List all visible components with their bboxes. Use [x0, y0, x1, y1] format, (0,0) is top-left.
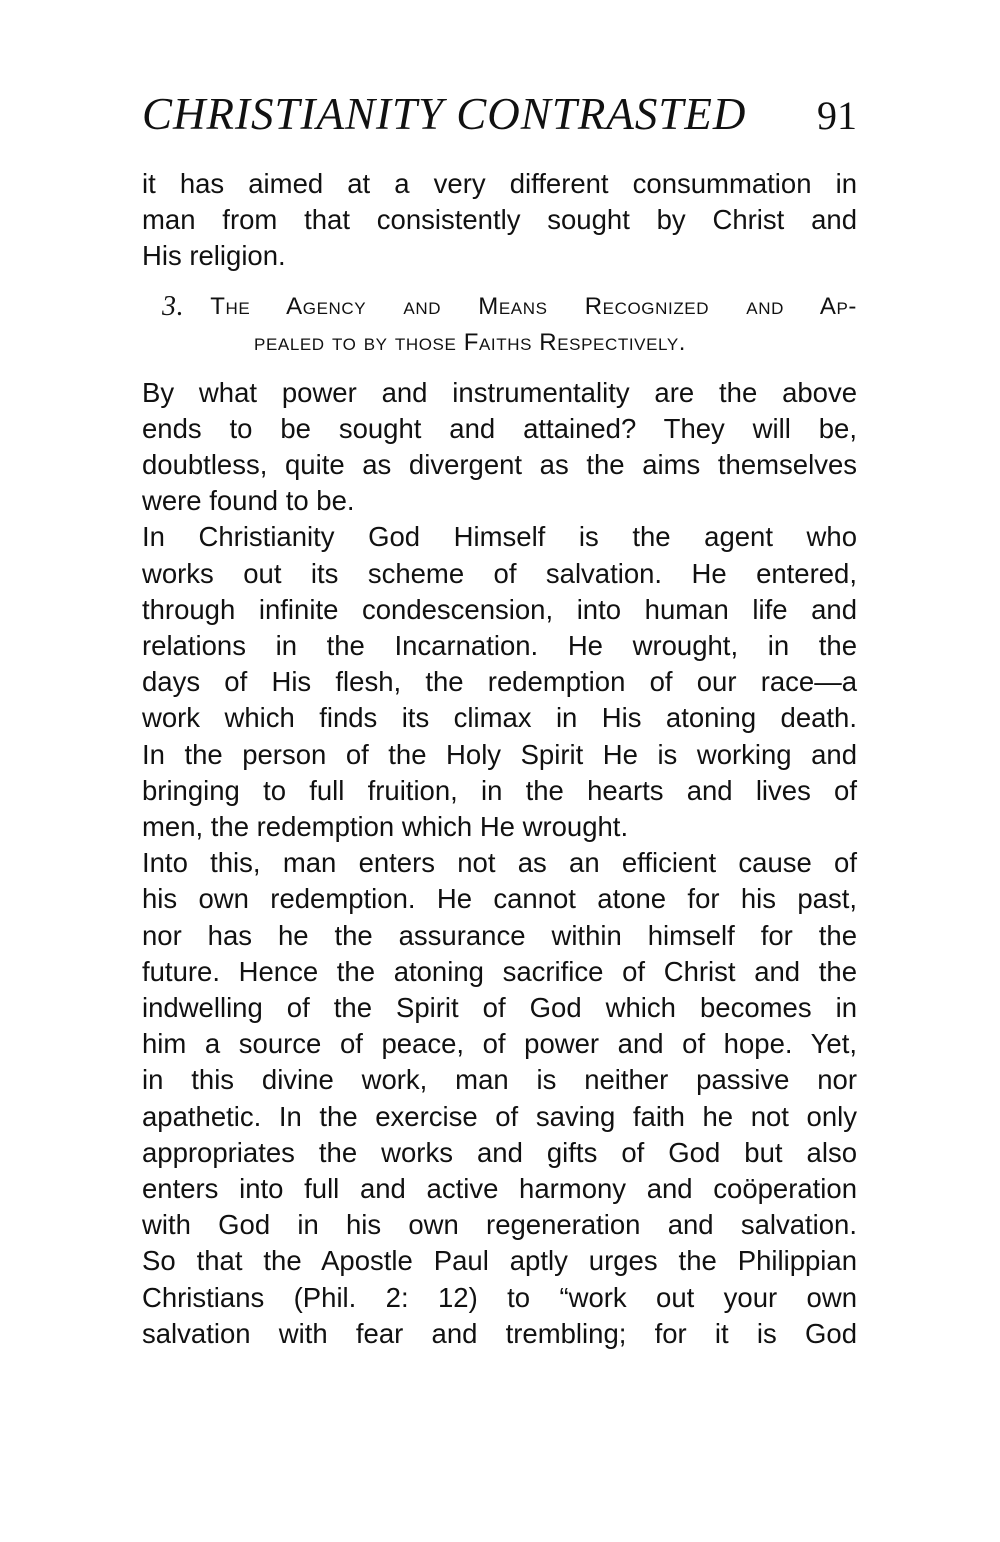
running-title: CHRISTIANITY CONTRASTED [142, 89, 747, 139]
text-line: it has aimed at a very different consummation in [142, 168, 857, 199]
text-line: enters into full and active harmony and coöperation [142, 1173, 857, 1205]
text-line: In Christianity God Himself is the agent who [142, 521, 857, 553]
text-line: in this divine work, man is neither passive nor [142, 1064, 857, 1096]
text-line: By what power and instrumentality are the above [142, 376, 857, 408]
page-number: 91 [817, 93, 857, 138]
text-line: man from that consistently sought by Christ and [142, 204, 857, 236]
section-heading-line: The Agency and Means Recognized and Ap- [210, 292, 857, 320]
text-line: indwelling of the Spirit of God which becomes in [142, 992, 857, 1024]
text-line: his own redemption. He cannot atone for his past, [142, 883, 857, 915]
text-line: were found to be. [142, 485, 355, 517]
paragraph [142, 375, 857, 520]
text-line: him a source of peace, of power and of hope. Yet, [142, 1028, 857, 1060]
book-page [142, 88, 857, 1352]
text-line: ends to be sought and attained? They will be, [142, 412, 857, 444]
text-line: Into this, man enters not as an efficient cause of [142, 847, 857, 879]
text-line: work which finds its climax in His atoning death. [142, 702, 857, 734]
text-line: bringing to full fruition, in the hearts and lives of [142, 774, 857, 806]
text-line: future. Hence the atoning sacrifice of Christ and the [142, 955, 857, 987]
text-line: His religion. [142, 240, 286, 272]
paragraph-continuation [142, 166, 857, 275]
section-number: 3. [162, 290, 185, 322]
text-line: So that the Apostle Paul aptly urges the Philippian [142, 1245, 857, 1277]
running-head [142, 88, 857, 148]
text-line: days of His flesh, the redemption of our race—a [142, 666, 857, 698]
text-line: works out its scheme of salvation. He entered, [142, 557, 857, 589]
text-line: through infinite condescension, into human life and [142, 593, 857, 625]
text-line: men, the redemption which He wrought. [142, 811, 629, 843]
text-line: doubtless, quite as divergent as the aims themselves [142, 449, 857, 481]
text-line: salvation with fear and trembling; for it is God [142, 1317, 857, 1349]
text-line: In the person of the Holy Spirit He is working and [142, 738, 857, 770]
paragraph [142, 845, 857, 1352]
text-line: nor has he the assurance within himself for the [142, 919, 857, 951]
section-heading-line: pealed to by those Faiths Respectively. [254, 328, 687, 356]
text-line: with God in his own regeneration and salvation. [142, 1209, 857, 1241]
paragraph [142, 519, 857, 845]
text-line: apathetic. In the exercise of saving faith he not only [142, 1100, 857, 1132]
section-heading [142, 289, 857, 361]
text-line: appropriates the works and gifts of God but also [142, 1136, 857, 1168]
text-line: Christians (Phil. 2: 12) to “work out your own [142, 1281, 857, 1313]
text-line: relations in the Incarnation. He wrought, in the [142, 630, 857, 662]
